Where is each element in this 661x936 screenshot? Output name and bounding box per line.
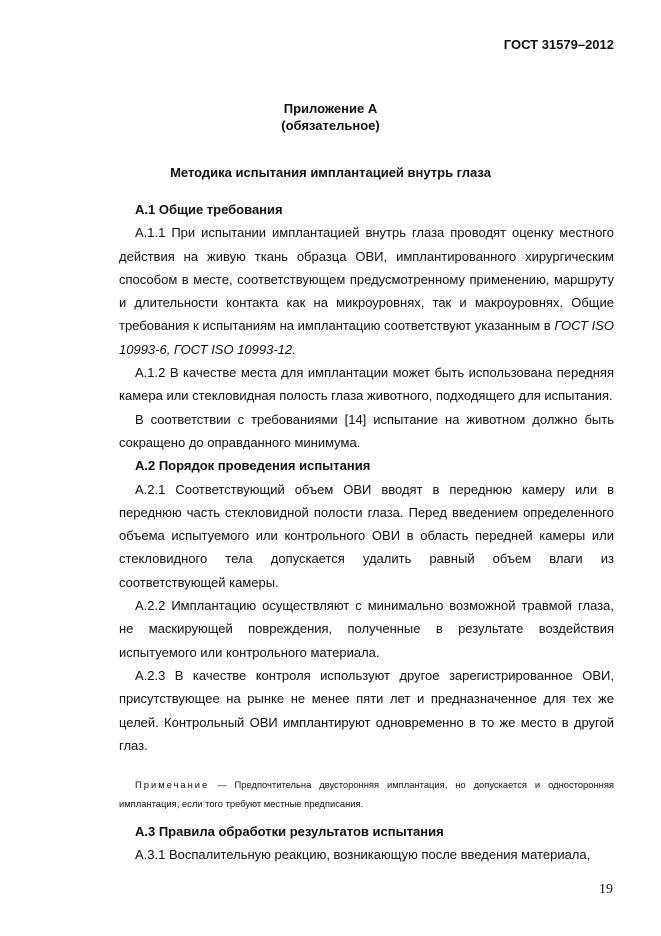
note-label: Примечание bbox=[135, 779, 210, 790]
paragraph-a1-2: А.1.2 В качестве места для имплантации может быть использована передняя камера или стекловидная полость глаза животного, подходящего для испытания. bbox=[119, 365, 614, 404]
paragraph-a2-1: А.2.1 Соответствующий объем ОВИ вводят в переднюю камеру или в переднюю часть стекловидной полости глаза. Перед введением определенного объема испытуемого или контрольного ОВИ в область передней камеры или стекловидного тела допускается удалить равный объем влаги из соответствующей камеры. bbox=[119, 481, 614, 590]
standard-code: ГОСТ 31579–2012 bbox=[503, 37, 614, 52]
section-a3 bbox=[119, 820, 614, 867]
heading-a2: А.2 Порядок проведения испытания bbox=[135, 458, 371, 474]
heading-a3: А.3 Правила обработки результатов испытания bbox=[135, 824, 444, 839]
paragraph-a3-1: А.3.1 Воспалительную реакцию, возникающую после введения материала, bbox=[135, 847, 591, 863]
heading-a1: А.1 Общие требования bbox=[135, 202, 283, 217]
appendix-title: Приложение А bbox=[283, 101, 378, 116]
paragraph-a1-3: В соответствии с требованиями [14] испытание на животном должно быть сокращено до оправданного минимума. bbox=[119, 411, 614, 450]
section-title: Методика испытания имплантацией внутрь глаза bbox=[170, 165, 491, 180]
note-text: — Предпочтительна двусторонняя имплантация, но допускается и односторонняя имплантация, если того требуют местные предписания. bbox=[119, 779, 614, 809]
paragraph-a2-3: А.2.3 В качестве контроля используют другое зарегистрированное ОВИ, присутствующее на рынке не менее пяти лет и предназначенное для тех же целей. Контрольный ОВИ имплантируют одновременно в то же место в другой глаз. bbox=[119, 667, 614, 753]
note bbox=[119, 776, 614, 813]
paragraph-a1-1-text: А.1.1 При испытании имплантацией внутрь глаза проводят оценку местного действия на живую ткань образца ОВИ, имплантированного хирургическим способом в месте, соответствующем предусмотренному применению, маршруту и длительности контакта как на микроуровнях, так и макроуровнях. Общие требования к испытаниям на имплантацию соответствуют указанным в bbox=[119, 225, 614, 334]
page-number: 19 bbox=[599, 882, 613, 897]
paragraph-a2-2: А.2.2 Имплантацию осуществляют с минимально возможной травмой глаза, не маскирующей повреждения, полученные в результате воздействия испытуемого или контрольного материала. bbox=[119, 598, 614, 660]
section-a1 bbox=[119, 198, 614, 757]
standard-reference: ГОСТ ISO 10993-6, ГОСТ ISO 10993-12. bbox=[119, 318, 615, 357]
appendix-subtitle: (обязательное) bbox=[281, 118, 380, 133]
paragraph-a1-1 bbox=[119, 221, 614, 361]
